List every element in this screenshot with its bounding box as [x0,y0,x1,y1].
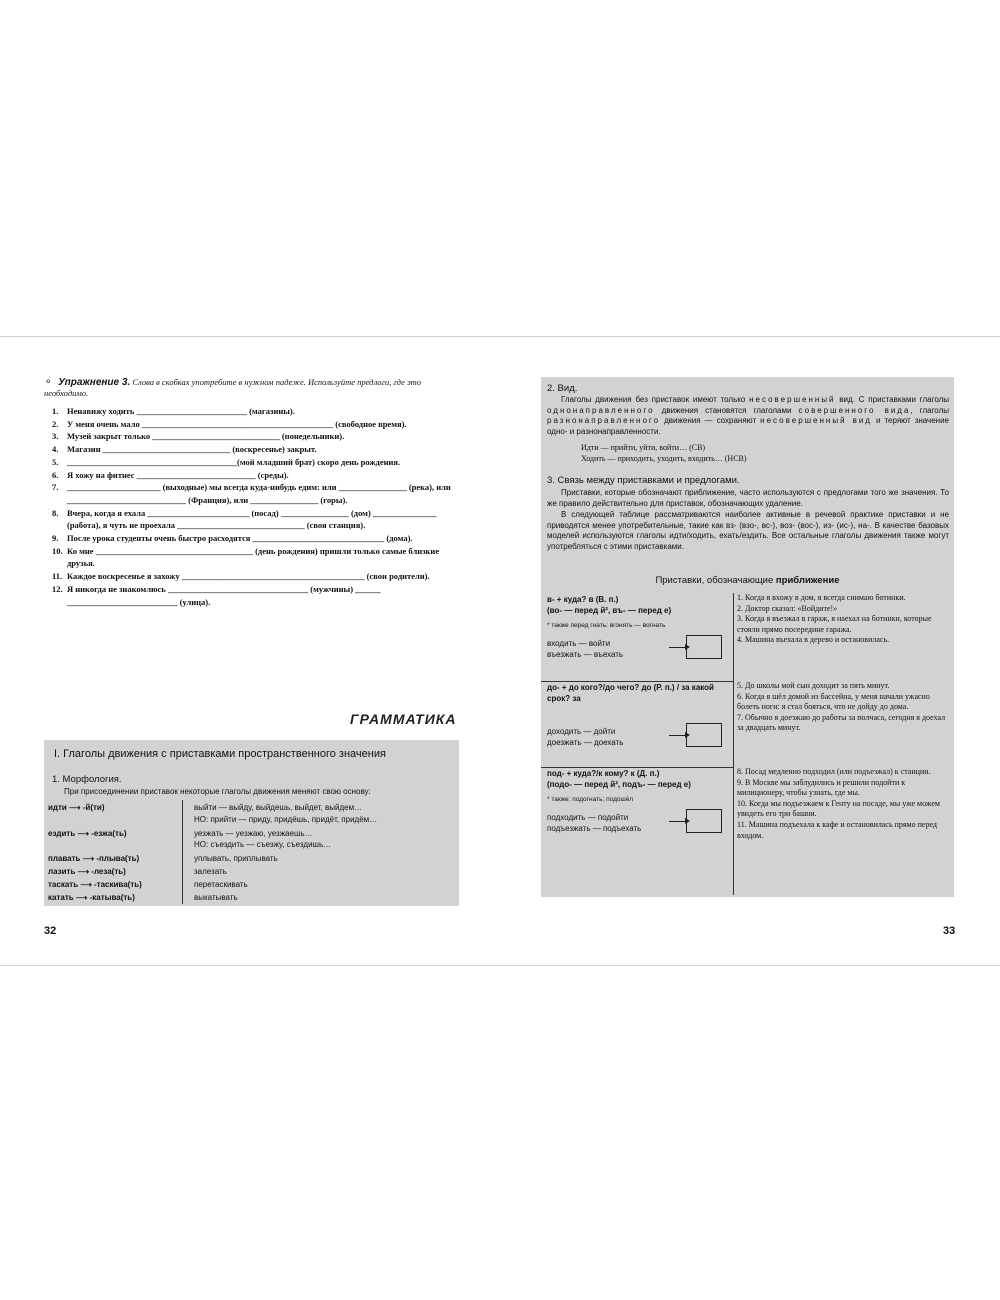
example-sentences [737,767,951,841]
verb-base: идти ⟶ -й(ти) [48,803,105,812]
prefix-rule: в- + куда? в (В. п.) (во- — перед й², въ- — перед е) [547,595,672,615]
verb-forms: уплывать, приплывать [194,854,278,863]
exercise-item [52,507,460,532]
exercise-item-number: 10. [52,545,63,556]
exercise-item [52,570,460,583]
verb-row [48,839,458,851]
exercise-list [52,405,460,608]
prefix-note: * также перед гнать: вгонять — вогнать [547,622,666,629]
exercise-item-number: 2. [52,418,59,429]
exercise-item [52,469,460,482]
prefix-rule: до- + до кого?/до чего? до (Р. п.) / за какой срок? за [547,683,714,703]
exercise-item-text: После урока студенты очень быстро расходятся _______________________________ (дома). [67,533,413,544]
verb-forms: уезжать — уезжаю, уезжаешь… [194,829,313,838]
example-sentence: 3. Когда я въезжал в гараж, я наехал на ботинки, которые стояли прямо посередине гаража. [737,614,932,634]
example-sentence: 4. Машина въехала в дерево и остановилась. [737,635,890,645]
verb-base: катать ⟶ -катыва(ть) [48,893,135,902]
exercise-item-number: 11. [52,571,63,582]
verb-row [48,892,458,904]
exercise-item-number: 5. [52,456,59,467]
destination-box-icon [686,809,722,833]
verb-forms: выйти — выйду, выйдешь, выйдет, выйдем… [194,803,363,812]
verb-forms: выкатывать [194,893,238,902]
exercise-item [52,545,460,570]
verb-base: лазить ⟶ -леза(ть) [48,867,126,876]
exercise-item-number: 7. [52,482,59,493]
row-divider [541,767,733,768]
exercise-instruction: Слова в скобках употребите в нужном падеже. Используйте предлоги, где это необходимо. [44,377,421,398]
grammar-box [44,740,459,906]
example-sentence: 8. Посад медленно подходил (или подъезжал) к станции. [737,767,931,776]
example-sentence: 5. До школы мой сын доходит за пять минут. [737,681,890,690]
section-3-paragraph-2: В следующей таблице рассматриваются наиболее активные в речевой практике приставки и не приводятся менее употребительные, такие как вз- (взо-, вс-), воз- (вос-), из- (ис-), на-. В качестве базовых моделей используются глаголы идти/ходить, ехать/ездить. Все остальные глаголы движения также могут употребляться с этими приставками. [547,510,949,551]
page-left [0,337,500,965]
aspect-example-1: Идти — прийти, уйти, войти… (СВ) [581,443,706,452]
example-sentences [737,681,951,734]
exercise-item-text: Я хожу на фитнес ____________________________ (среды). [67,469,289,480]
verb-base: плавать ⟶ -плыва(ть) [48,854,140,863]
exercise-item-text: Я никогда не знакомлюсь _________________________________ (мужчины) ______ __________________________ (улица). [67,583,381,607]
example-sentence: 2. Доктор сказал: «Войдите!» [737,603,838,613]
section-2-heading: 2. Вид. [547,383,578,394]
verb-row [48,853,458,865]
verb-forms: НО: съездить — съезжу, съездишь… [194,840,332,849]
prefix-table [541,569,954,897]
destination-box-icon [686,723,722,747]
verb-forms: залезать [194,867,227,876]
exercise-item [52,481,460,506]
example-sentences [737,593,951,646]
table-title: Приставки, обозначающие приближение [655,575,840,586]
row-divider [541,681,733,682]
exercise-item-number: 9. [52,533,59,544]
page-number-right: 33 [943,925,956,937]
prefix-note: * также: подогнать; подошёл [547,796,634,803]
example-sentence: 9. В Москве мы заблудились и решили подойти к милиционеру, чтобы узнать, где мы. [737,777,906,798]
exercise-item [52,418,460,431]
table-divider [733,593,734,895]
exercise-item [52,405,460,418]
grammar-title: ГРАММАТИКА [350,711,457,727]
verb-row [48,866,458,878]
example-sentence: 1. Когда я вхожу в дом, я всегда снимаю ботинки. [737,593,906,602]
grammar-subheading: 1. Морфология. [52,774,122,785]
verb-base: ездить ⟶ -езжа(ть) [48,829,127,838]
exercise-item-text: У меня очень мало _____________________________________________ (свободное время). [67,418,407,429]
prefix-rule: под- + куда?/к кому? к (Д. п.) (подо- — перед й², подъ- — перед е) [547,769,691,789]
verb-forms: НО: прийти — приду, придёшь, придёт, придём… [194,815,378,824]
grammar-heading: I. Глаголы движения с приставками пространственного значения [54,748,386,760]
key-icon: ⚬ [44,377,53,388]
prefix-verbs: доходить — дойти доезжать — доехать [547,727,624,747]
exercise-item-text: Магазин ______________________________ (воскресенье) закрыт. [67,444,317,455]
exercise-item-number: 3. [52,431,59,442]
aspect-box [541,377,954,599]
verb-row [48,814,458,826]
exercise-item-number: 6. [52,469,59,480]
section-2-text: Глаголы движения без приставок имеют только несовершенный вид. С приставками глаголы однонаправленного движения становятся глаголами совершенного вида, глаголы разнонаправленного движения — сохраняют несовершенный вид и теряют значение одно- и разнонаправленности. [547,395,950,436]
aspect-example-2: Ходить — приходить, уходить, входить… (НСВ) [581,454,747,463]
section-3-heading: 3. Связь между приставками и предлогами. [547,475,740,486]
exercise-item-number: 4. [52,444,59,455]
prefix-verbs: входить — войти въезжать — въехать [547,639,624,659]
section-3-paragraph-1: Приставки, которые обозначают приближение, часто используются с предлогами того же значения. То же правило действительно для приставок, обозначающих удаление. [547,488,949,508]
grammar-intro: При присоединении приставок некоторые глаголы движения меняют свою основу: [64,787,371,796]
exercise-item-number: 8. [52,507,59,518]
exercise-item-number: 12. [52,583,63,594]
exercise-item-text: ________________________________________(мой младший брат) скоро день рождения. [67,456,401,467]
destination-box-icon [686,635,722,659]
exercise-item-text: Каждое воскресенье я захожу ___________________________________________ (свои родители). [67,571,430,582]
exercise-item-text: Ко мне _____________________________________ (день рождения) пришли только самые близкие друзья. [67,545,440,569]
exercise-item-text: Ненавижу ходить __________________________ (магазины). [67,406,295,416]
example-sentence: 6. Когда я шёл домой из бассейна, у меня начали ужасно болеть ноги: я стал бояться, что не дойду до дома. [737,691,930,712]
page-number: 32 [44,925,57,937]
verb-row [48,879,458,891]
exercise-item [52,456,460,469]
exercise-header [44,377,464,399]
example-sentence: 11. Машина подъехала к кафе и остановилась прямо перед входом. [737,819,937,840]
exercise-item [52,443,460,456]
exercise-label: Упражнение 3. [58,377,131,388]
exercise-item [52,583,460,608]
exercise-item [52,532,460,545]
book-spread [0,336,1000,966]
prefix-verbs: подходить — подойти подъезжать — подъехать [547,813,642,833]
example-sentence: 10. Когда мы подъезжаем к Генту на посаде, мы уже можем увидеть его три башни. [737,798,940,819]
exercise-item-text: ______________________ (выходные) мы всегда куда-нибудь едим: или ________________ (река), или ____________________________ (Франция), или ________________ (горы). [67,482,451,505]
exercise-item-text: Музей закрыт только ______________________________ (понедельники). [67,431,345,442]
verb-row [48,802,458,814]
exercise-item [52,430,460,443]
exercise-item-text: Вчера, когда я ехала ________________________ (посад) ________________ (дом) _______________ (работа), я чуть не проехала ______________________________ (своя станция). [67,507,437,531]
verb-forms: перетаскивать [194,880,248,889]
example-sentence: 7. Обычно я доезжаю до работы за полчаса, сегодня я доехал за двадцать минут. [737,712,946,733]
exercise-item-number: 1. [52,406,59,416]
verb-base: таскать ⟶ -таскива(ть) [48,880,142,889]
